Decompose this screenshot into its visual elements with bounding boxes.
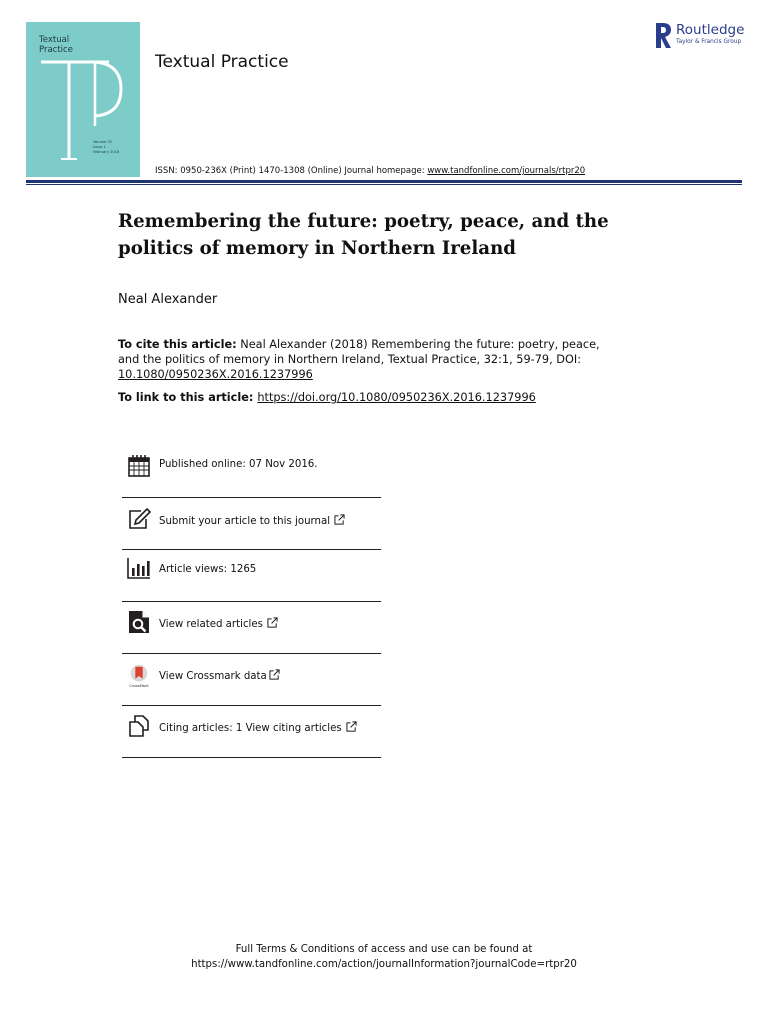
search-document-icon xyxy=(127,610,151,634)
publisher-name: Routledge xyxy=(676,22,745,38)
article-title: Remembering the future: poetry, peace, and the politics of memory in Northern Ireland xyxy=(118,211,609,259)
external-link-icon xyxy=(346,721,357,732)
cover-letter xyxy=(39,54,129,181)
crossmark-icon xyxy=(127,664,151,688)
routledge-r-icon xyxy=(654,22,672,49)
published-row xyxy=(122,445,381,498)
cite-text: Neal Alexander (2018) Remembering the future: poetry, peace, and the politics of memory in Northern Ireland, Textual Practice, 32:1, 59-79, DOI: xyxy=(118,338,600,366)
view-related-articles-link[interactable]: View related articles xyxy=(159,617,278,630)
terms-footer xyxy=(0,942,768,972)
terms-url-link[interactable]: https://www.tandfonline.com/action/journalInformation?journalCode=rtpr20 xyxy=(191,959,577,970)
views-row xyxy=(122,550,381,602)
publisher-subtitle: Taylor & Francis Group xyxy=(676,39,742,45)
external-link-icon xyxy=(267,617,278,628)
external-link-icon xyxy=(334,514,345,525)
terms-line: Full Terms & Conditions of access and use can be found at xyxy=(235,944,533,955)
article-link xyxy=(118,390,536,405)
article-views: Article views: 1265 xyxy=(159,564,257,575)
publisher-logo[interactable] xyxy=(654,22,749,50)
published-date: Published online: 07 Nov 2016. xyxy=(159,459,318,470)
cite-label: To cite this article: xyxy=(118,338,237,351)
cover-meta: Volume 32 Issue 1 February 2018 xyxy=(93,140,120,154)
related-row[interactable] xyxy=(122,602,381,654)
article-doi-link[interactable]: https://doi.org/10.1080/0950236X.2016.1237996 xyxy=(257,391,536,404)
external-link-icon xyxy=(269,669,280,680)
issn-line xyxy=(155,166,585,176)
cover-title: Textual Practice xyxy=(39,35,73,55)
crossmark-row[interactable] xyxy=(122,654,381,706)
bar-chart-icon xyxy=(127,556,151,580)
citation xyxy=(118,337,608,382)
header-rule-thin xyxy=(26,184,742,185)
journal-cover xyxy=(26,22,140,177)
cite-doi-link[interactable]: 10.1080/0950236X.2016.1237996 xyxy=(118,368,313,381)
citing-row[interactable] xyxy=(122,706,381,758)
calendar-icon xyxy=(127,454,151,478)
svg-text:CrossMark: CrossMark xyxy=(129,684,149,689)
view-crossmark-link[interactable]: View Crossmark data xyxy=(159,669,280,682)
issn-text: ISSN: 0950-236X (Print) 1470-1308 (Online) Journal homepage: xyxy=(155,166,428,176)
journal-name: Textual Practice xyxy=(155,52,289,72)
link-label: To link to this article: xyxy=(118,391,258,404)
submit-article-link[interactable]: Submit your article to this journal xyxy=(159,514,345,527)
submit-row[interactable] xyxy=(122,498,381,550)
citing-pages-icon xyxy=(127,714,151,738)
article-info-list xyxy=(122,445,381,758)
article-author: Neal Alexander xyxy=(118,292,218,307)
view-citing-articles-link[interactable]: Citing articles: 1 View citing articles xyxy=(159,721,357,734)
pencil-edit-icon xyxy=(127,507,151,531)
header-rule xyxy=(26,180,742,183)
journal-homepage-link[interactable]: www.tandfonline.com/journals/rtpr20 xyxy=(427,166,586,176)
